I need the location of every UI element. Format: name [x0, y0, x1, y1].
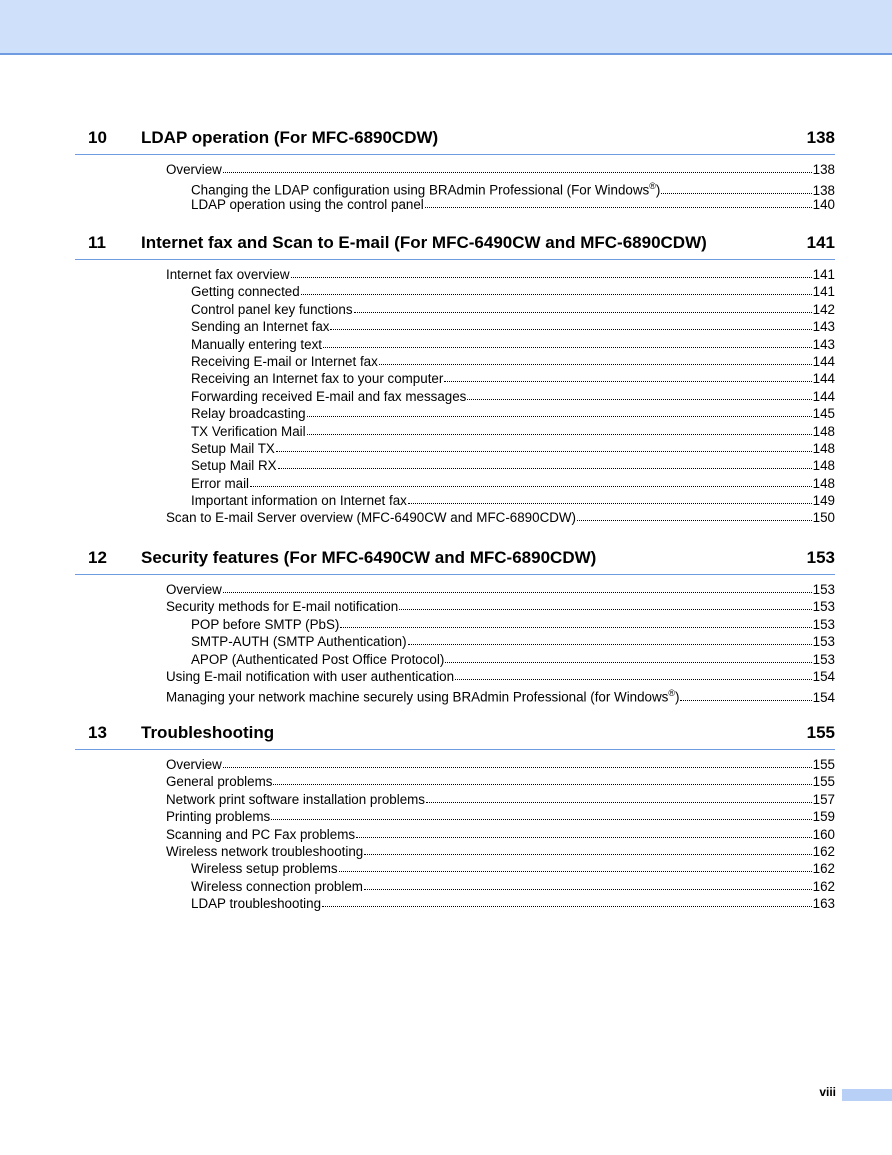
chapter-number: 13	[88, 723, 107, 742]
toc-entry-page-number: 144	[812, 371, 835, 387]
toc-entry-title	[191, 283, 300, 300]
toc-entry[interactable]	[75, 423, 835, 440]
chapter-title: Security features (For MFC-6490CW and MFC-6890CDW)	[141, 548, 597, 567]
toc-entry-text: Receiving an Internet fax to your computer	[191, 371, 444, 387]
toc-entry-title	[166, 668, 454, 685]
toc-entry-page-number: 153	[812, 582, 835, 597]
toc-entry-text: Receiving E-mail or Internet fax	[191, 353, 378, 369]
toc-entry-text: Overview	[166, 162, 222, 177]
dot-leader	[444, 370, 811, 382]
toc-entry-title	[191, 388, 466, 405]
toc-entry[interactable]	[75, 878, 835, 895]
toc-entry-text: Control panel key functions	[191, 301, 353, 317]
toc-entry-list	[75, 581, 835, 703]
toc-entry-text: Wireless connection problem	[191, 878, 363, 894]
toc-entry[interactable]	[75, 266, 835, 283]
dot-leader	[307, 423, 812, 435]
toc-entry-text: APOP (Authenticated Post Office Protocol)	[191, 651, 445, 667]
toc-entry-text: Important information on Internet fax	[191, 493, 407, 509]
dot-leader	[301, 283, 812, 295]
toc-entry-page-number: 138	[812, 162, 835, 177]
toc-entry-title	[166, 773, 272, 790]
toc-entry-page-number: 150	[812, 510, 835, 526]
toc-entry[interactable]	[75, 826, 835, 843]
toc-entry[interactable]	[75, 178, 835, 198]
toc-entry-title	[191, 860, 338, 877]
toc-entry-title	[191, 492, 407, 509]
dot-leader	[323, 336, 812, 348]
toc-entry[interactable]	[75, 616, 835, 633]
toc-entry[interactable]	[75, 581, 835, 598]
toc-entry-title	[166, 266, 290, 283]
dot-leader	[223, 161, 812, 173]
toc-entry-title	[166, 161, 222, 178]
toc-entry[interactable]	[75, 301, 835, 318]
toc-entry-text: General problems	[166, 774, 273, 790]
toc-entry-text: SMTP-AUTH (SMTP Authentication)	[191, 634, 407, 650]
toc-entry-page-number: 138	[812, 182, 835, 198]
toc-entry-title	[191, 370, 443, 387]
toc-entry[interactable]	[75, 685, 835, 705]
chapter-number: 12	[88, 548, 107, 567]
dot-leader	[273, 773, 811, 785]
dot-leader	[661, 182, 811, 194]
dot-leader	[330, 318, 811, 330]
toc-entry-text: Managing your network machine securely using BRAdmin Professional (for Windows	[166, 689, 669, 705]
toc-entry-page-number: 153	[812, 599, 835, 615]
chapter-heading[interactable]	[75, 233, 835, 260]
dot-leader	[278, 457, 812, 469]
toc-entry[interactable]	[75, 318, 835, 335]
toc-entry-text: Overview	[166, 757, 222, 772]
toc-entry[interactable]	[75, 843, 835, 860]
chapter-section	[75, 723, 835, 913]
chapter-title: LDAP operation (For MFC-6890CDW)	[141, 128, 439, 147]
toc-entry-title	[166, 756, 222, 773]
dot-leader	[271, 808, 811, 820]
toc-entry-text: Printing problems	[166, 809, 271, 825]
toc-entry-list	[75, 266, 835, 527]
toc-entry-page-number: 162	[812, 843, 835, 859]
toc-entry-title	[191, 878, 363, 895]
toc-entry-page-number: 148	[812, 440, 835, 456]
chapter-page-number: 141	[806, 233, 835, 252]
toc-entry-title	[166, 826, 355, 843]
dot-leader	[339, 860, 812, 872]
toc-entry[interactable]	[75, 895, 835, 912]
toc-entry-title	[166, 791, 425, 808]
chapter-heading[interactable]	[75, 548, 835, 575]
dot-leader	[223, 756, 812, 768]
chapter-page-number: 138	[806, 128, 835, 147]
toc-entry-text: Getting connected	[191, 284, 300, 300]
toc-entry[interactable]	[75, 492, 835, 509]
toc-entry-text: Forwarding received E-mail and fax messages	[191, 388, 467, 404]
toc-entry[interactable]	[75, 405, 835, 422]
toc-entry[interactable]	[75, 791, 835, 808]
dot-leader	[445, 651, 811, 663]
dot-leader	[364, 843, 811, 855]
toc-entry-page-number: 144	[812, 388, 835, 404]
toc-entry-title	[166, 685, 679, 706]
toc-entry-text: Error mail	[191, 475, 250, 491]
toc-entry-page-number: 153	[812, 616, 835, 632]
toc-entry-title	[191, 336, 322, 353]
dot-leader	[354, 301, 812, 313]
toc-entry-page-number: 144	[812, 353, 835, 369]
toc-entry[interactable]	[75, 475, 835, 492]
toc-entry-page-number: 153	[812, 634, 835, 650]
toc-entry[interactable]	[75, 756, 835, 773]
chapter-title: Internet fax and Scan to E-mail (For MFC-6490CW and MFC-6890CDW)	[141, 233, 707, 252]
footer-tab	[842, 1089, 892, 1101]
toc-entry-text: LDAP operation using the control panel	[191, 196, 424, 212]
toc-entry-page-number: 145	[812, 406, 835, 422]
toc-entry[interactable]	[75, 457, 835, 474]
dot-leader	[364, 878, 812, 890]
dot-leader	[322, 895, 812, 907]
toc-entry-page-number: 143	[812, 319, 835, 335]
toc-entry-page-number: 141	[812, 284, 835, 300]
toc-entry[interactable]	[75, 773, 835, 790]
toc-entry-text: Using E-mail notification with user authentication	[166, 668, 455, 684]
toc-entry-text: Manually entering text	[191, 336, 323, 352]
chapter-heading[interactable]	[75, 723, 835, 750]
toc-entry-page-number: 149	[812, 493, 835, 509]
toc-entry[interactable]	[75, 509, 835, 526]
toc-entry[interactable]	[75, 598, 835, 615]
toc-entry-page-number: 160	[812, 826, 835, 842]
toc-entry-page-number: 154	[812, 668, 835, 684]
dot-leader	[425, 196, 812, 208]
registered-mark: ®	[668, 688, 676, 699]
toc-entry-text: Wireless network troubleshooting	[166, 843, 364, 859]
toc-entry-text: Overview	[166, 582, 222, 597]
toc-entry-text: Changing the LDAP configuration using BRAdmin Professional (For Windows	[191, 182, 650, 198]
chapter-title: Troubleshooting	[141, 723, 275, 742]
chapter-number: 11	[88, 233, 106, 252]
chapter-section	[75, 233, 835, 527]
toc-entry-page-number: 155	[812, 757, 835, 772]
dot-leader	[408, 633, 812, 645]
dot-leader	[223, 581, 812, 593]
toc-entry-text: POP before SMTP (PbS)	[191, 616, 340, 632]
toc-entry[interactable]	[75, 651, 835, 668]
toc-entry-text: Scanning and PC Fax problems	[166, 826, 356, 842]
toc-entry-title	[166, 843, 363, 860]
toc-entry-text: LDAP troubleshooting	[191, 896, 322, 912]
toc-entry-title	[166, 598, 398, 615]
toc-entry-page-number: 143	[812, 336, 835, 352]
dot-leader	[340, 616, 811, 628]
toc-entry-list	[75, 161, 835, 213]
toc-entry-title	[191, 475, 249, 492]
toc-entry-page-number: 159	[812, 809, 835, 825]
toc-entry-page-number: 155	[812, 774, 835, 790]
toc-entry-text: Scan to E-mail Server overview (MFC-6490CW and MFC-6890CDW)	[166, 510, 577, 526]
toc-entry[interactable]	[75, 860, 835, 877]
toc-entry-suffix: )	[655, 182, 661, 198]
toc-entry[interactable]	[75, 808, 835, 825]
toc-entry-page-number: 162	[812, 861, 835, 877]
dot-leader	[276, 440, 812, 452]
dot-leader	[379, 353, 812, 365]
toc-entry-text: Relay broadcasting	[191, 406, 306, 422]
chapter-page-number: 153	[806, 548, 835, 567]
toc-entry[interactable]	[75, 668, 835, 685]
page-number: viii	[819, 1085, 836, 1099]
dot-leader	[307, 405, 812, 417]
chapter-number: 10	[88, 128, 107, 147]
toc-entry-text: TX Verification Mail	[191, 423, 306, 439]
toc-entry-page-number: 157	[812, 791, 835, 807]
toc-entry-title	[191, 423, 306, 440]
toc-entry-title	[166, 509, 576, 526]
toc-entry-title	[191, 405, 306, 422]
toc-entry[interactable]	[75, 633, 835, 650]
toc-entry-title	[166, 581, 222, 598]
toc-entry-page-number: 153	[812, 651, 835, 667]
chapter-section	[75, 548, 835, 703]
toc-entry-page-number: 141	[812, 267, 835, 282]
toc-entry[interactable]	[75, 388, 835, 405]
header-band	[0, 0, 892, 55]
dot-leader	[455, 668, 812, 680]
dot-leader	[250, 475, 812, 487]
toc-entry-text: Sending an Internet fax	[191, 319, 330, 335]
toc-entry-suffix: )	[675, 689, 680, 705]
dot-leader	[467, 388, 811, 400]
toc-entry-title	[191, 353, 378, 370]
chapter-page-number: 155	[806, 723, 835, 742]
toc-entry-title	[191, 895, 321, 912]
dot-leader	[356, 826, 812, 838]
toc-entry-text: Internet fax overview	[166, 267, 290, 282]
toc-entry-title	[191, 457, 277, 474]
dot-leader	[408, 492, 812, 504]
toc-entry-title	[191, 633, 407, 650]
dot-leader	[399, 598, 811, 610]
chapter-section	[75, 128, 835, 213]
toc-entry-title	[191, 616, 339, 633]
toc-entry-page-number: 140	[812, 196, 835, 212]
toc-entry-text: Setup Mail TX	[191, 440, 275, 456]
dot-leader	[680, 689, 811, 701]
toc-entry-text: Network print software installation problems	[166, 791, 425, 807]
toc-entry[interactable]	[75, 283, 835, 300]
toc-entry-page-number: 142	[812, 301, 835, 317]
toc-entry[interactable]	[75, 196, 835, 213]
toc-entry-page-number: 148	[812, 423, 835, 439]
chapter-heading[interactable]	[75, 128, 835, 155]
toc-entry[interactable]	[75, 161, 835, 178]
toc-entry-text: Wireless setup problems	[191, 861, 338, 877]
toc-entry-title	[191, 651, 444, 668]
toc-entry[interactable]	[75, 440, 835, 457]
toc-entry-list	[75, 756, 835, 913]
toc-entry-title	[191, 440, 275, 457]
toc-entry[interactable]	[75, 370, 835, 387]
dot-leader	[291, 266, 812, 278]
toc-entry-title	[191, 196, 424, 213]
toc-entry-title	[191, 301, 353, 318]
toc-entry-text: Setup Mail RX	[191, 458, 277, 474]
toc-entry-text: Security methods for E-mail notification	[166, 599, 399, 615]
toc-entry-title	[191, 318, 329, 335]
toc-entry[interactable]	[75, 336, 835, 353]
toc-entry-page-number: 163	[812, 896, 835, 912]
toc-entry-page-number: 148	[812, 458, 835, 474]
dot-leader	[577, 509, 812, 521]
toc-entry-page-number: 154	[812, 689, 835, 705]
toc-entry-page-number: 148	[812, 475, 835, 491]
toc-entry-page-number: 162	[812, 878, 835, 894]
registered-mark: ®	[649, 181, 656, 192]
toc-entry-title	[166, 808, 270, 825]
dot-leader	[426, 791, 812, 803]
toc-entry[interactable]	[75, 353, 835, 370]
